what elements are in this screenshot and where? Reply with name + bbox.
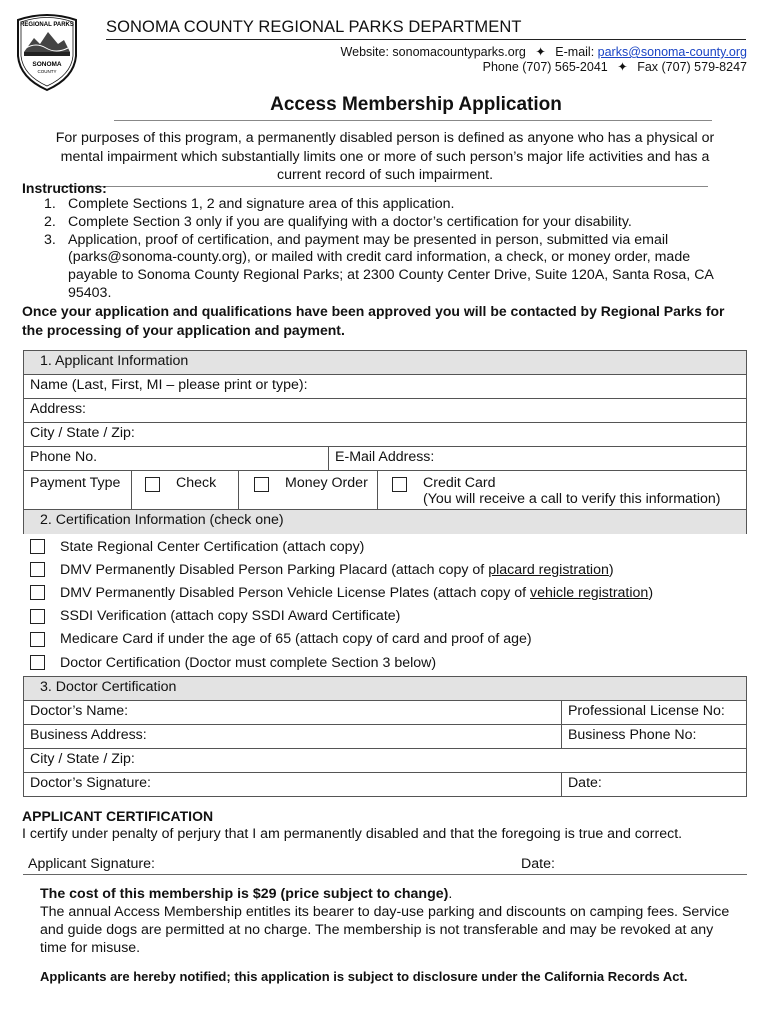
instruction-step: 3. Application, proof of certification, and payment may be presented in person, submitted via email (parks@sonoma-county.org), or mailed with credit card information, a check, or money order, made payable to Sonoma County Regional Parks; at 2300 County Center Drive, Suite 120A, Santa Rosa, CA 95403. <box>44 231 714 301</box>
signature-line <box>23 874 747 875</box>
payment-type-label: Payment Type <box>30 475 121 491</box>
cell-divider <box>238 471 239 509</box>
doctor-date-field[interactable]: Date: <box>561 773 746 797</box>
email-label: E-mail: <box>555 45 598 59</box>
cost-details: The annual Access Membership entitles its bearer to day-use parking and discounts on camping fees. Service and guide dogs are permitted at no charge. The membership is not transferable and may be revoked at any time for misuse. <box>40 904 730 956</box>
certification-option[interactable]: SSDI Verification (attach copy SSDI Award Certificate) <box>30 605 750 628</box>
license-field[interactable]: Professional License No: <box>561 701 746 725</box>
email-address-field[interactable]: E-Mail Address: <box>329 447 747 471</box>
certification-option[interactable]: DMV Permanently Disabled Person Parking Placard (attach copy of placard registration) <box>30 558 750 581</box>
logo-text-county: COUNTY <box>37 69 57 74</box>
certification-checkbox[interactable] <box>30 632 45 647</box>
regional-parks-logo <box>12 12 82 92</box>
business-address-field[interactable]: Business Address: <box>24 725 562 749</box>
instructions-list <box>22 196 742 303</box>
address-field[interactable]: Address: <box>24 399 747 423</box>
applicant-cert-text: I certify under penalty of perjury that I am permanently disabled and that the foregoing is true and correct. <box>22 826 683 842</box>
cell-divider <box>377 471 378 509</box>
email-link[interactable]: parks@sonoma-county.org <box>597 45 747 59</box>
certification-checkbox[interactable] <box>30 609 45 624</box>
disclosure-notice: Applicants are hereby notified; this application is subject to disclosure under the California Records Act. <box>40 969 688 984</box>
phone: Phone (707) 565-2041 <box>482 60 608 74</box>
check-label: Check <box>176 475 217 491</box>
applicant-signature-field[interactable]: Applicant Signature: <box>28 856 155 872</box>
credit-card-label: Credit Card <box>423 475 496 491</box>
certification-list <box>30 535 750 674</box>
money-order-label: Money Order <box>285 475 368 491</box>
applicant-date-field[interactable]: Date: <box>521 856 555 872</box>
doctor-cert-table <box>23 676 747 797</box>
certification-option[interactable]: Medicare Card if under the age of 65 (attach copy of card and proof of age) <box>30 628 750 651</box>
doctor-city-field[interactable]: City / State / Zip: <box>24 749 747 773</box>
department-name: SONOMA COUNTY REGIONAL PARKS DEPARTMENT <box>106 18 522 36</box>
certification-option[interactable]: DMV Permanently Disabled Person Vehicle License Plates (attach copy of vehicle registration) <box>30 581 750 604</box>
approval-notice: Once your application and qualifications have been approved you will be contacted by Regional Parks for the processing of your application and payment. <box>22 303 725 338</box>
city-state-zip-field[interactable]: City / State / Zip: <box>24 423 747 447</box>
name-field[interactable]: Name (Last, First, MI – please print or type): <box>24 375 747 399</box>
fax: Fax (707) 579-8247 <box>637 60 747 74</box>
certification-checkbox[interactable] <box>30 655 45 670</box>
section1-title: 1. Applicant Information <box>24 351 747 375</box>
credit-card-note: (You will receive a call to verify this information) <box>423 491 721 507</box>
certification-option[interactable]: State Regional Center Certification (attach copy) <box>30 535 750 558</box>
intro-paragraph: For purposes of this program, a permanently disabled person is defined as anyone who has a physical or mental impairment which substantially limits one or more of such person’s major life activities and has a current record of such impairment. <box>55 130 715 183</box>
page-title: Access Membership Application <box>270 94 562 115</box>
contact-info <box>341 45 747 75</box>
header-divider <box>106 39 746 40</box>
cost-statement: The cost of this membership is $29 (price subject to change) <box>40 886 449 902</box>
section2-title: 2. Certification Information (check one) <box>24 510 747 534</box>
separator-icon: ✦ <box>535 45 546 59</box>
applicant-info-table <box>23 350 747 534</box>
certification-checkbox[interactable] <box>30 585 45 600</box>
instruction-step: 1. Complete Sections 1, 2 and signature area of this application. <box>44 196 455 212</box>
website: Website: sonomacountyparks.org <box>340 45 526 59</box>
applicant-cert-title: APPLICANT CERTIFICATION <box>22 808 214 824</box>
logo-text-top: REGIONAL PARKS <box>20 22 74 28</box>
logo-text-bottom: SONOMA <box>32 61 62 68</box>
cell-divider <box>131 471 132 509</box>
certification-checkbox[interactable] <box>30 562 45 577</box>
phone-field[interactable]: Phone No. <box>24 447 329 471</box>
certification-option[interactable]: Doctor Certification (Doctor must complete Section 3 below) <box>30 651 750 674</box>
separator-icon: ✦ <box>617 60 628 74</box>
intro-divider <box>58 186 708 187</box>
section3-title: 3. Doctor Certification <box>24 677 747 701</box>
credit-card-checkbox[interactable] <box>392 477 407 492</box>
payment-type-row <box>24 471 746 509</box>
doctor-signature-field[interactable]: Doctor’s Signature: <box>24 773 562 797</box>
doctor-name-field[interactable]: Doctor’s Name: <box>24 701 562 725</box>
title-divider <box>114 120 712 121</box>
instructions-title: Instructions: <box>22 180 107 196</box>
money-order-checkbox[interactable] <box>254 477 269 492</box>
business-phone-field[interactable]: Business Phone No: <box>561 725 746 749</box>
instruction-step: 2. Complete Section 3 only if you are qualifying with a doctor’s certification for your disability. <box>44 213 632 230</box>
cost-info: The cost of this membership is $29 (price subject to change). The annual Access Membership entitles its bearer to day-use parking and discounts on camping fees. Service and guide dogs are permitted at no charge. The membership is not transferable and may be revoked at any time for misuse. <box>40 885 740 957</box>
check-checkbox[interactable] <box>145 477 160 492</box>
certification-checkbox[interactable] <box>30 539 45 554</box>
